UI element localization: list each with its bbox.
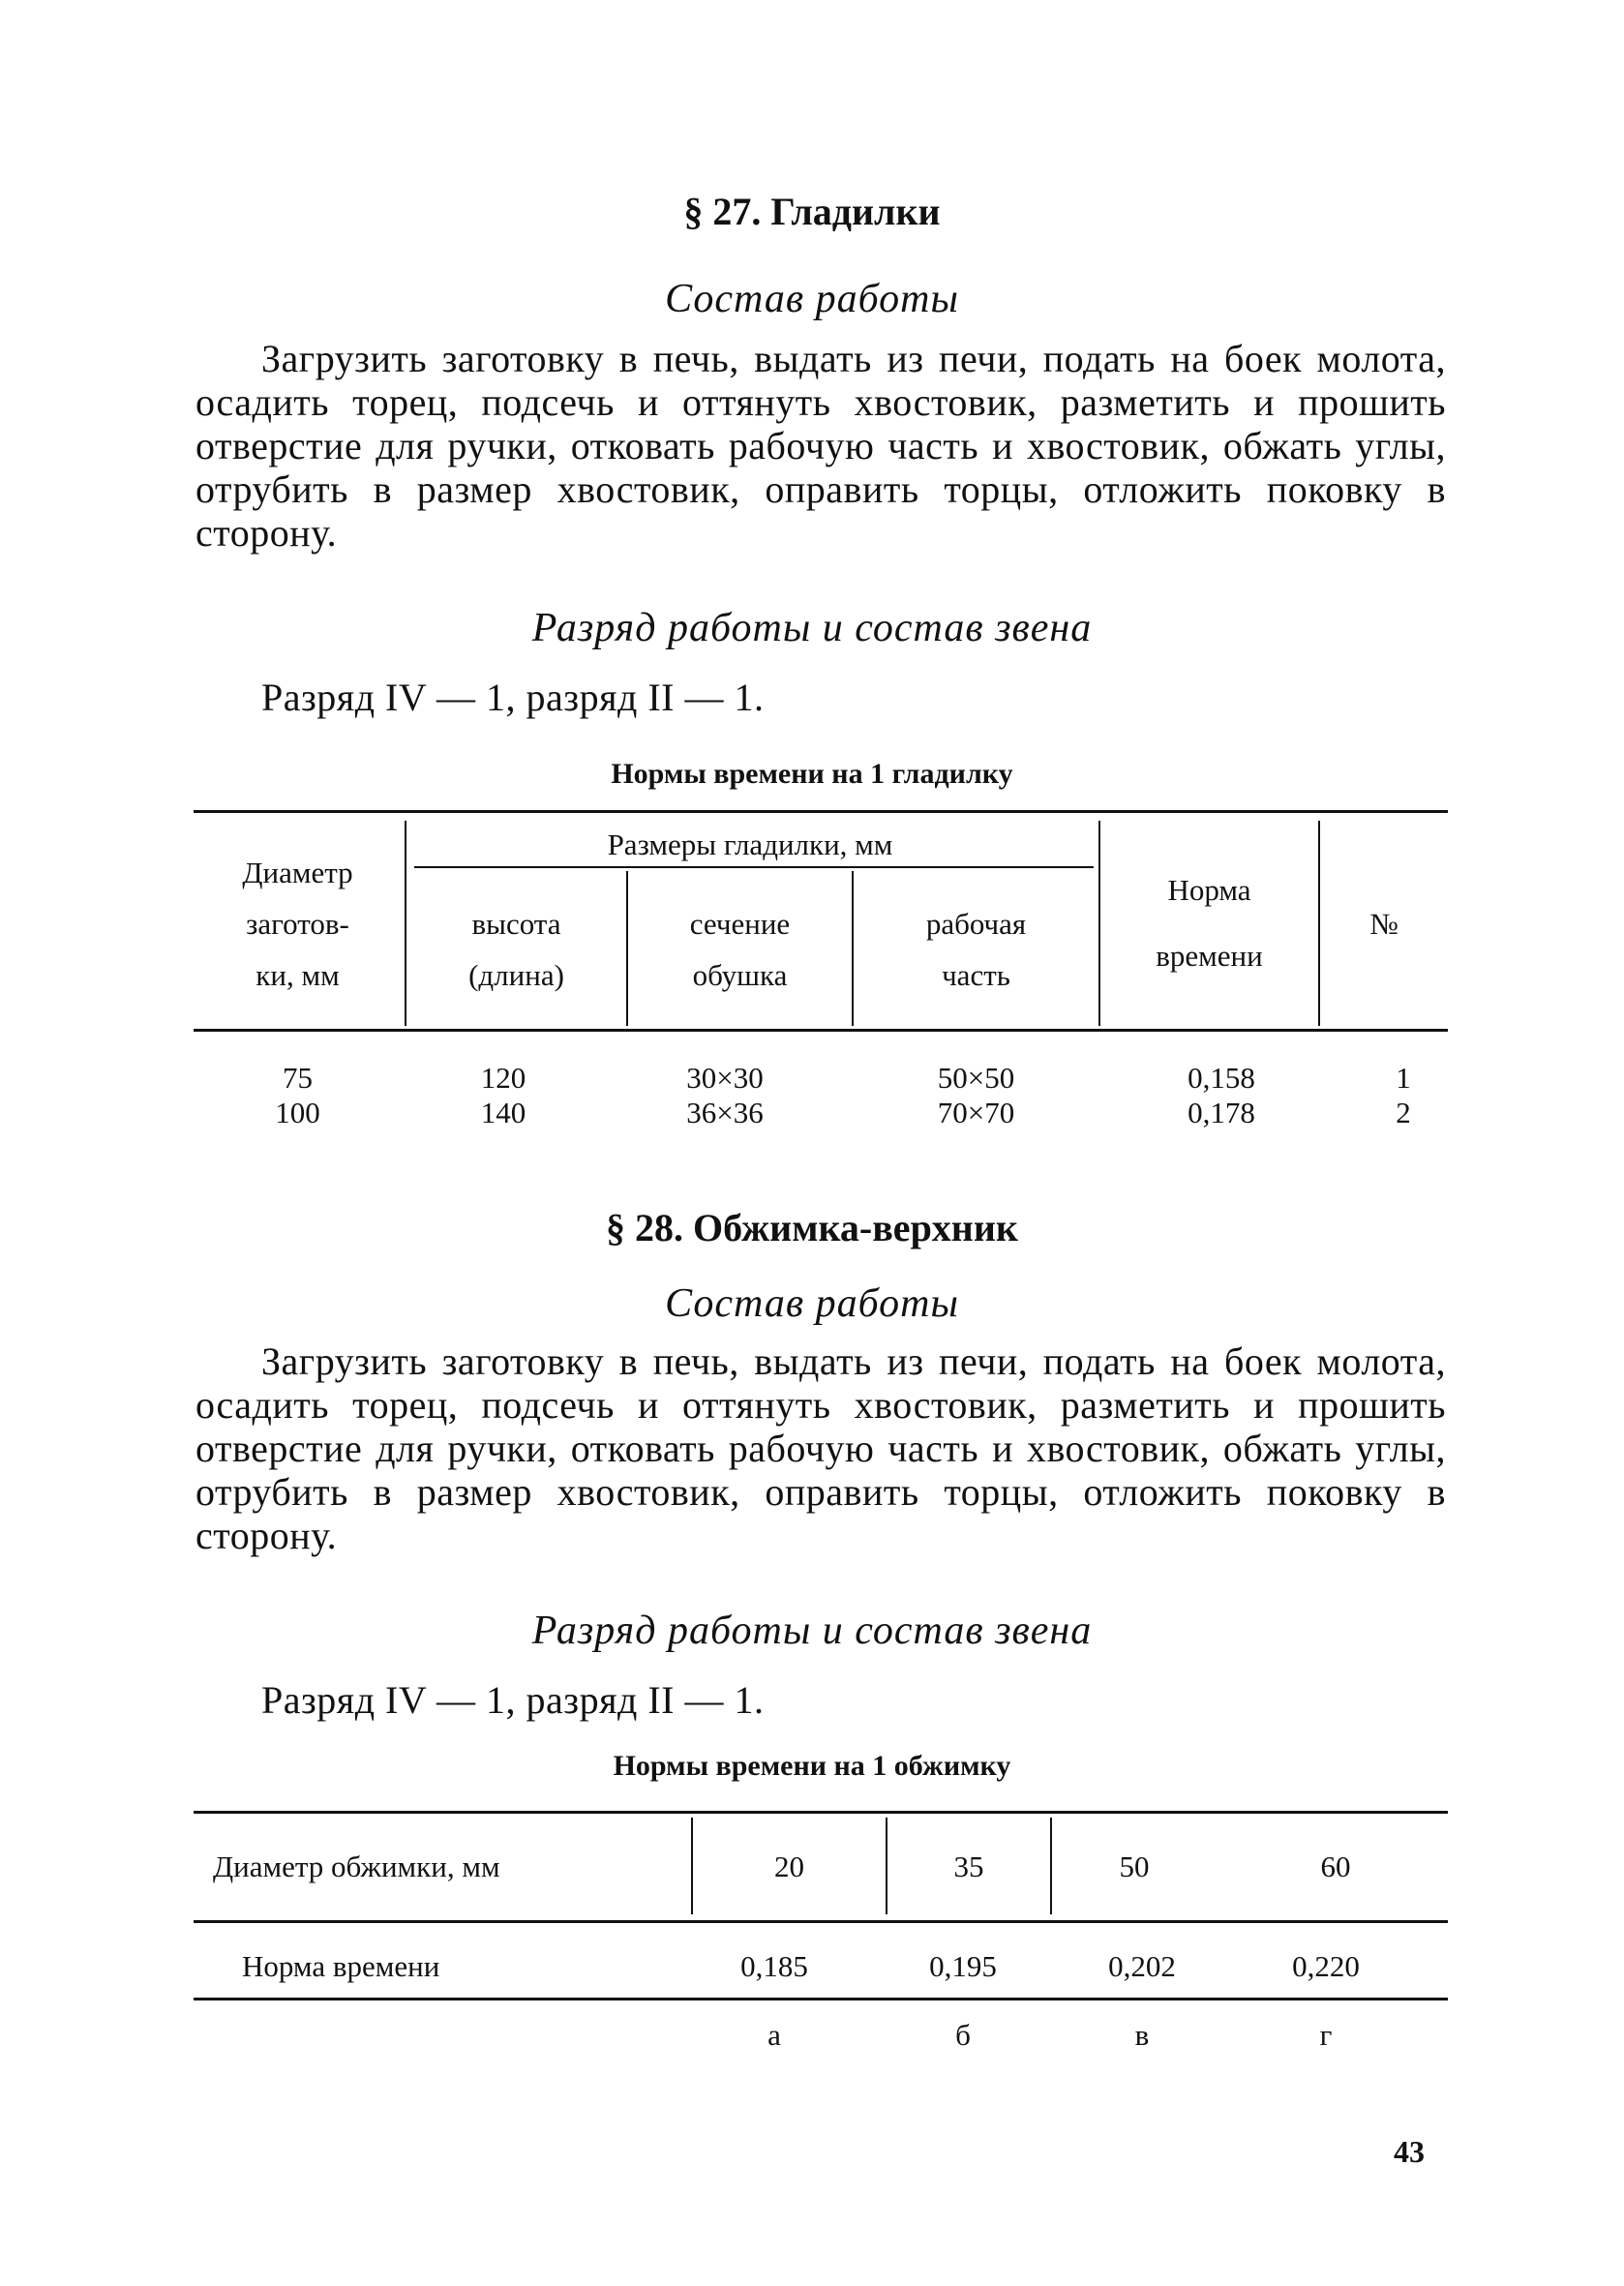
header-size-group: Размеры гладилки, мм [607, 827, 893, 861]
row-diameter-label: Диаметр обжимки, мм [213, 1850, 500, 1883]
column-letter: а [767, 2018, 781, 2052]
section-28-table-caption: Нормы времени на 1 обжимку [613, 1750, 1011, 1782]
table-top-rule [194, 1811, 1448, 1814]
table-vline [1098, 821, 1100, 1026]
header-diameter-line1: Диаметр [242, 856, 353, 889]
section-27-rank-text: Разряд IV — 1, разряд II — 1. [261, 676, 765, 719]
table-cell: 70×70 [937, 1096, 1015, 1129]
section-28-work-text: Загрузить заготовку в печь, выдать из печи, подать на боек молота, осадить торец, подсечь и оттянуть хвостовик, разметить и прошить отверстие для ручки, отковать рабочую часть и хвостовик, обжать углы, отрубить в размер хвостовик, оправить торцы, отложить поковку в сторону. [195, 1339, 1446, 1557]
header-height-line2: (длина) [468, 958, 564, 992]
table-cell: 120 [480, 1061, 526, 1095]
header-norm-line1: Норма [1167, 873, 1251, 907]
table-cell: 60 [1320, 1850, 1351, 1883]
page-number: 43 [1394, 2134, 1425, 2169]
header-norm-line2: времени [1156, 939, 1263, 973]
table-cell: 36×36 [686, 1096, 764, 1129]
table-cell: 75 [283, 1061, 313, 1095]
table-middle-rule [194, 1920, 1448, 1923]
table-cell: 35 [953, 1850, 984, 1883]
header-height-line1: высота [471, 907, 561, 941]
column-letter: б [955, 2018, 971, 2052]
header-section-line2: обушка [692, 958, 788, 992]
table-cell: 0,185 [740, 1949, 808, 1983]
section-28-work-heading: Состав работы [665, 1281, 959, 1326]
header-section-line1: сечение [689, 907, 791, 941]
section-28-rank-heading: Разряд работы и состав звена [531, 1609, 1093, 1653]
section-28-rank-text: Разряд IV — 1, разряд II — 1. [261, 1678, 765, 1722]
header-diameter-line2: заготов- [246, 907, 349, 941]
table-cell: 0,220 [1292, 1949, 1360, 1983]
table-cell: 1 [1396, 1061, 1411, 1095]
table-cell: 0,202 [1108, 1949, 1176, 1983]
table-cell: 0,178 [1188, 1096, 1255, 1129]
table-cell: 100 [275, 1096, 320, 1129]
table-cell: 140 [480, 1096, 526, 1129]
table-cell: 50×50 [937, 1061, 1015, 1095]
column-letter: г [1319, 2018, 1333, 2052]
table-cell: 0,158 [1188, 1061, 1255, 1095]
section-28-title: § 28. Обжимка-верхник [606, 1206, 1018, 1249]
row-norm-label: Норма времени [242, 1949, 440, 1983]
table-cell: 0,195 [929, 1949, 997, 1983]
section-27-work-heading: Состав работы [665, 277, 959, 321]
column-letter: в [1134, 2018, 1150, 2052]
section-27-title: § 27. Гладилки [683, 190, 941, 233]
table-top-rule [194, 810, 1448, 813]
section-27-work-text: Загрузить заготовку в печь, выдать из печи, подать на боек молота, осадить торец, подсечь и оттянуть хвостовик, разметить и прошить отверстие для ручки, отковать рабочую часть и хвостовик, обжать углы, отрубить в размер хвостовик, оправить торцы, отложить поковку в сторону. [195, 337, 1446, 555]
header-working-line2: часть [942, 958, 1010, 992]
table-cell: 30×30 [686, 1061, 764, 1095]
header-number: № [1369, 907, 1398, 941]
header-diameter-line3: ки, мм [256, 958, 340, 992]
table-cell: 50 [1119, 1850, 1150, 1883]
section-27-table-caption: Нормы времени на 1 гладилку [611, 758, 1013, 790]
table-cell: 20 [774, 1850, 804, 1883]
section-27-rank-heading: Разряд работы и состав звена [531, 606, 1093, 650]
table-bottom-rule [194, 1998, 1448, 2000]
table-header-rule [194, 1029, 1448, 1032]
table-cell: 2 [1396, 1096, 1411, 1129]
header-working-line1: рабочая [925, 907, 1027, 941]
